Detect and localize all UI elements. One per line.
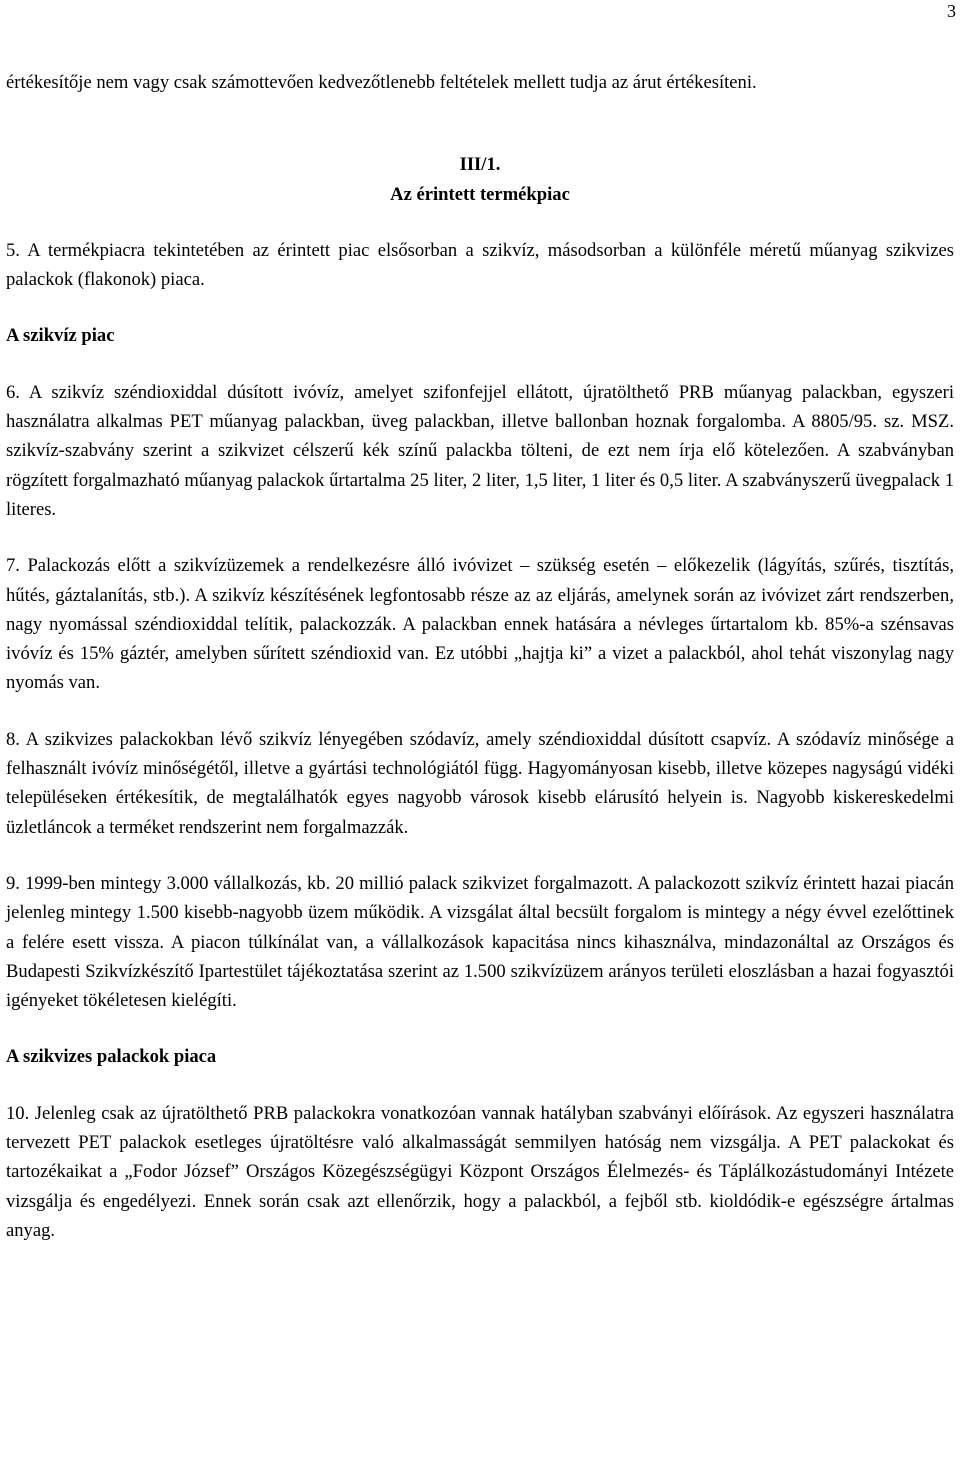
section-number: III/1.: [459, 154, 501, 176]
heading-palackok-piaca: A szikvizes palackok piaca: [6, 1046, 217, 1068]
section-title: Az érintett termékpiac: [390, 183, 570, 205]
paragraph-5: 5. A termékpiacra tekintetében az érintett piac elsősorban a szikvíz, másodsorban a különféle méretű műanyag szikvizes palackok (flakonok) piaca.: [6, 239, 954, 291]
heading-szikviz-piac: A szikvíz piac: [6, 325, 115, 347]
intro-paragraph: értékesítője nem vagy csak számottevően kedvezőtlenebb feltételek mellett tudja az árut értékesíteni.: [6, 72, 757, 93]
paragraph-7: 7. Palackozás előtt a szikvízüzemek a rendelkezésre álló ivóvizet – szükség esetén – előkezelik (lágyítás, szűrés, tisztítás, hűtés, gáztalanítás, stb.). A szikvíz készítésének legfontosabb része az az eljárás, amelynek során az ivóvizet zárt rendszerben, nagy nyomással széndioxiddal telítik, palackozzák. A palackban ennek hatására a névleges űrtartalom kb. 85%-a szénsavas ivóvíz és 15% gáztér, amelyben sűrített széndioxid van. Ez utóbbi „hajtja ki” a vizet a palackból, ahol tehát viszonylag nagy nyomás van.: [6, 555, 954, 694]
paragraph-6: 6. A szikvíz széndioxiddal dúsított ivóvíz, amelyet szifonfejjel ellátott, újratölthető PRB műanyag palackban, egyszeri használatra alkalmas PET műanyag palackban, üveg palackban, illetve ballonban hoznak forgalomba. A 8805/95. sz. MSZ. szikvíz-szabvány szerint a szikvizet célszerű kék színű palackba tölteni, de ezt nem írja elő kötelezően. A szabványban rögzített forgalmazható műanyag palackok űrtartalma 25 liter, 2 liter, 1,5 liter, 1 liter és 0,5 liter. A szabványszerű üvegpalack 1 literes.: [6, 381, 954, 520]
paragraph-9: 9. 1999-ben mintegy 3.000 vállalkozás, kb. 20 millió palack szikvizet forgalmazott. A palackozott szikvíz érintett hazai piacán jelenleg mintegy 1.500 kisebb-nagyobb üzem működik. A vizsgálat által becsült forgalom is mintegy a négy évvel ezelőttinek a felére esett vissza. A piacon túlkínálat van, a vállalkozások kapacitása nincs kihasználva, mindazonáltal az Országos és Budapesti Szikvízkészítő Ipartestület tájékoztatása szerint az 1.500 szikvízüzem arányos területi eloszlásban a hazai fogyasztói igényeket tökéletesen kielégíti.: [6, 872, 954, 1012]
paragraph-8: 8. A szikvizes palackokban lévő szikvíz lényegében szódavíz, amely széndioxiddal dúsított csapvíz. A szódavíz minősége a felhasznált ivóvíz minőségétől, illetve a gyártási technológiától függ. Hagyományosan kisebb, illetve közepes nagyságú vidéki településeken értékesítik, de megtalálhatók egyes nagyobb városok kisebb elárusító helyein is. Nagyobb kiskereskedelmi üzletláncok a terméket rendszerint nem forgalmazzák.: [6, 728, 954, 838]
document-body: [6, 68, 954, 1245]
page-number: 3: [947, 1, 956, 21]
paragraph-10: 10. Jelenleg csak az újratölthető PRB palackokra vonatkozóan vannak hatályban szabványi előírások. Az egyszeri használatra tervezett PET palackok esetleges újratöltésre való alkalmasságát semmilyen hatóság nem vizsgálja. A PET palackokat és tartozékaikat a „Fodor József” Országos Közegészségügyi Központ Országos Élelmezés- és Táplálkozástudományi Intézete vizsgálja és engedélyezi. Ennek során csak azt ellenőrzik, hogy a palackból, a fejből stb. kioldódik-e egészségre ártalmas anyag.: [6, 1102, 954, 1241]
